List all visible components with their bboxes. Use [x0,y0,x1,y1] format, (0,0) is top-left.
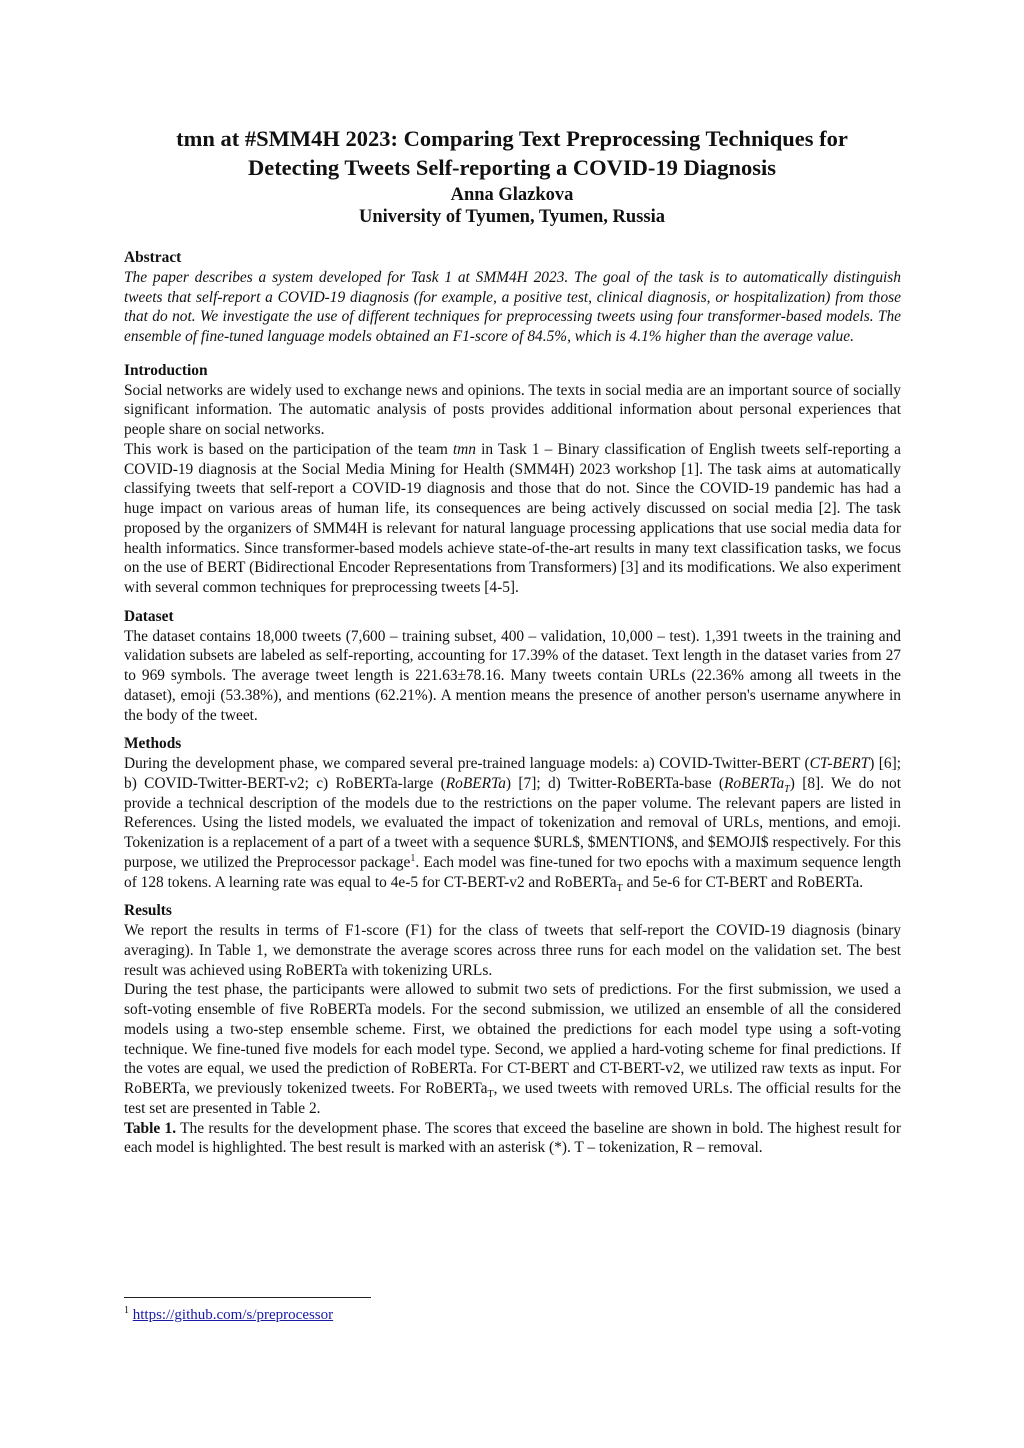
paper-title [60,124,964,182]
introduction-paragraph-1: Social networks are widely used to exchange news and opinions. The texts in social media are an important source of socially significant information. The automatic analysis of posts provides additional information about personal experiences that people share on social networks. [124,381,901,438]
table-1-caption: Table 1. The results for the development phase. The scores that exceed the baseline are shown in bold. The highest result for each model is highlighted. The best result is marked with an asterisk (*). T – tokenization, R – removal. [124,1119,901,1157]
methods-paragraph: During the development phase, we compared several pre-trained language models: a) COVID-Twitter-BERT (CT-BERT) [6]; b) COVID-Twitter-BERT-v2; c) RoBERTa-large (RoBERTa) [7]; d) Twitter-RoBERTa-base (RoBERTa$_T$) [8]. We do not provide a technical description of the models due to the restrictions on the paper volume. The relevant papers are listed in References. Using the listed models, we evaluated the impact of tokenization and removal of URLs, mentions, and emoji. Tokenization is a replacement of a part of a tweet with a sequence $URL$, $MENTION$, and $EMOJI$ respectively. For this purpose, we utilized the Preprocessor package$^1$. Each model was fine-tuned for two epochs with a maximum sequence length of 128 tokens. A learning rate was equal to 4e-5 for CT-BERT-v2 and RoBERTa$_T$ and 5e-6 for CT-BERT and RoBERTa. [124,755,902,894]
paper-body [124,248,901,1158]
team-name: tmn [452,440,476,458]
results-paragraph-1: We report the results in terms of F1-score (F1) for the class of tweets that self-report the COVID-19 diagnosis (binary averaging). In Table 1, we demonstrate the average scores across three runs for each model on the validation set. The best result was achieved using RoBERTa with tokenizing URLs. [124,922,901,979]
footnote-link[interactable]: https://github.com/s/preprocessor [132,1307,334,1323]
introduction-heading: Introduction [124,361,208,379]
footnote-divider [124,1297,371,1298]
author-affiliation: University of Tyumen, Tyumen, Russia [359,207,665,227]
footnote [124,1305,724,1325]
methods-heading: Methods [124,735,182,753]
table-label: Table 1. [124,1119,177,1137]
dataset-paragraph: The dataset contains 18,000 tweets (7,600 – training subset, 400 – validation, 10,000 – test). 1,391 tweets in the training and validation subsets are labeled as self-reporting, accounting for 17.39% of the dataset. Text length in the dataset varies from 27 to 969 symbols. The average tweet length is 221.63±78.16. Many tweets contain URLs (22.36% among all tweets in the dataset), emoji (53.38%), and mentions (62.21%). A mention means the presence of another person's username anywhere in the body of the tweet. [124,627,901,724]
dataset-heading: Dataset [124,607,174,625]
introduction-paragraph-2: This work is based on the participation of the team tmn in Task 1 – Binary classification of English tweets self-reporting a COVID-19 diagnosis at the Social Media Mining for Health (SMM4H) 2023 workshop [1]. The task aims at automatically classifying tweets that self-report a COVID-19 diagnosis and those that do not. Since the COVID-19 pandemic has had a huge impact on various areas of human life, its consequences are being actively discussed on social media [2]. The task proposed by the organizers of SMM4H is relevant for natural language processing applications that use social media data for health informatics. Since transformer-based models achieve state-of-the-art results in many text classification tasks, we focus on the use of BERT (Bidirectional Encoder Representations from Transformers) [3] and its modifications. We also experiment with several common techniques for preprocessing tweets [4-5]. [124,440,901,596]
results-paragraph-2: During the test phase, the participants were allowed to submit two sets of predictions. For the first submission, we used a soft-voting ensemble of five RoBERTa models. For the second submission, we utilized an ensemble of all the considered models using a two-step ensemble scheme. First, we obtained the predictions for each model type using a soft-voting technique. We fine-tuned five models for each model type. Second, we applied a hard-voting scheme for final predictions. If the votes are equal, we used the prediction of RoBERTa. For CT-BERT and CT-BERT-v2, we utilized raw texts as input. For RoBERTa, we previously tokenized tweets. For RoBERTa$_T$, we used tweets with removed URLs. The official results for the test set are presented in Table 2. [124,981,901,1117]
abstract-text: The paper describes a system developed for Task 1 at SMM4H 2023. The goal of the task is to automatically distinguish tweets that self-report a COVID-19 diagnosis (for example, a positive test, clinical diagnosis, or hospitalization) from those that do not. We investigate the use of different techniques for preprocessing tweets using four transformer-based models. The ensemble of fine-tuned language models obtained an F1-score of 84.5%, which is 4.1% higher than the average value. [124,268,901,345]
footnote-marker: 1 [410,852,416,864]
author-name: Anna Glazkova [450,185,574,205]
abstract-heading: Abstract [124,249,182,266]
footnote-number: 1 [124,1305,129,1316]
title-line-1: tmn at #SMM4H 2023: Comparing Text Preprocessing Techniques for [176,126,848,151]
title-line-2: Detecting Tweets Self-reporting a COVID-19 Diagnosis [247,155,777,180]
results-heading: Results [124,902,172,920]
